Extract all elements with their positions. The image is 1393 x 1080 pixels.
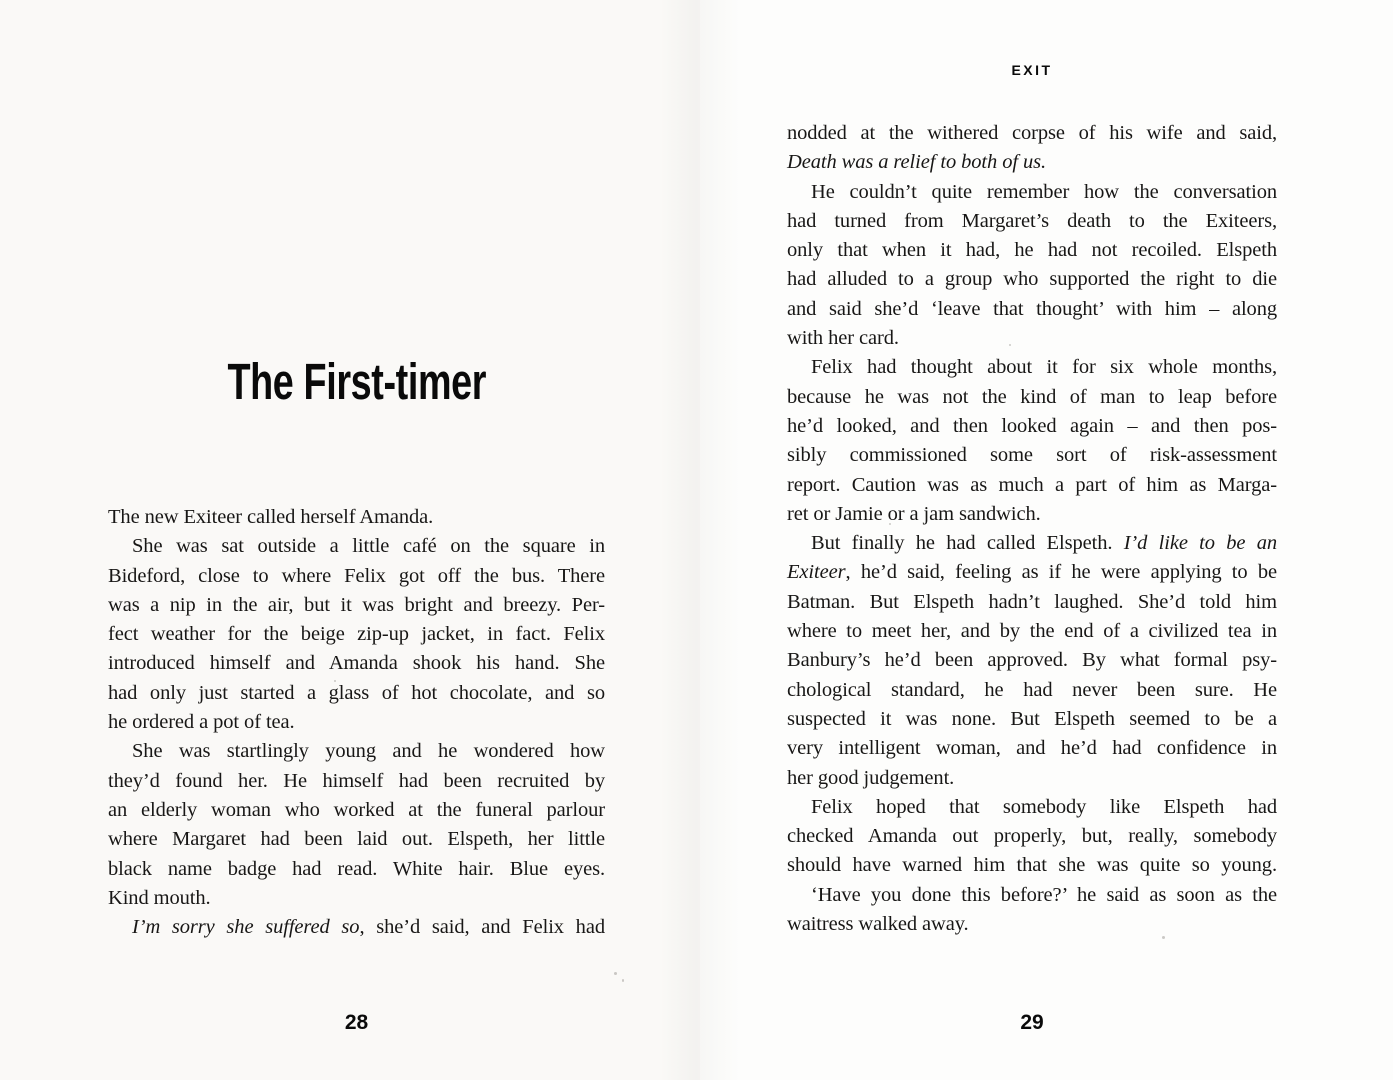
text-line <box>787 822 1277 851</box>
text-segment: had turned from Margaret’s death to the Exiteers, <box>787 209 1277 232</box>
text-line <box>787 617 1277 646</box>
text-segment: was a nip in the air, but it was bright and breezy. Per- <box>108 593 605 616</box>
text-line <box>787 793 1277 822</box>
text-line <box>108 503 605 532</box>
text-line <box>787 207 1277 236</box>
text-line <box>787 412 1277 441</box>
text-segment: Banbury’s he’d been approved. By what formal psy- <box>787 649 1277 672</box>
text-segment: only that when it had, he had not recoiled. Elspeth <box>787 239 1277 262</box>
text-segment: where to meet her, and by the end of a civilized tea in <box>787 620 1277 643</box>
scan-speck <box>1162 936 1165 939</box>
scan-speck <box>614 972 617 975</box>
text-line <box>787 383 1277 412</box>
text-line <box>787 851 1277 880</box>
text-segment: The new Exiteer called herself Amanda. <box>108 506 434 528</box>
text-line <box>787 646 1277 675</box>
text-line <box>108 679 605 708</box>
chapter-title-text: The First-timer <box>227 353 486 410</box>
text-segment: But finally he had called Elspeth. <box>811 532 1124 555</box>
left-page-body <box>108 503 605 942</box>
text-line <box>787 558 1277 587</box>
text-line <box>787 500 1277 529</box>
text-line <box>787 588 1277 617</box>
text-segment: suspected it was none. But Elspeth seemed to be a <box>787 707 1277 730</box>
text-line <box>108 532 605 561</box>
text-line <box>108 591 605 620</box>
text-line <box>787 119 1277 148</box>
text-segment: Kind mouth. <box>108 886 211 909</box>
italic-text-segment: I’d like to be an <box>1123 532 1277 555</box>
page-number-right: 29 <box>1020 1011 1044 1034</box>
text-segment: waitress walked away. <box>787 913 969 936</box>
text-line <box>787 676 1277 705</box>
scan-speck <box>1009 344 1011 346</box>
text-segment: should have warned him that she was quite so young. <box>787 854 1277 877</box>
text-line <box>787 265 1277 294</box>
text-segment: checked Amanda out properly, but, really, somebody <box>787 825 1277 848</box>
text-segment: nodded at the withered corpse of his wife and said, <box>787 122 1277 144</box>
text-segment: had alluded to a group who supported the right to die <box>787 268 1277 291</box>
text-line <box>787 471 1277 500</box>
text-segment: with her card. <box>787 327 899 350</box>
text-segment: had only just started a glass of hot chocolate, and so <box>108 681 605 704</box>
text-line <box>787 764 1277 793</box>
text-line <box>108 796 605 825</box>
text-line <box>108 913 605 942</box>
text-segment: Felix hoped that somebody like Elspeth had <box>811 795 1277 818</box>
text-line <box>787 734 1277 763</box>
text-line <box>787 705 1277 734</box>
left-page <box>108 0 605 1080</box>
text-segment: chological standard, he had never been sure. He <box>787 678 1277 701</box>
text-segment: because he was not the kind of man to leap before <box>787 385 1277 408</box>
scan-speck <box>622 979 624 982</box>
text-line <box>108 884 605 913</box>
page-number-left: 28 <box>344 1011 369 1034</box>
italic-text-segment: I’m sorry she suffered so <box>132 916 360 939</box>
text-segment: and said she’d ‘leave that thought’ with him – along <box>787 297 1277 320</box>
text-segment: She was startlingly young and he wondered how <box>132 740 605 763</box>
text-segment: where Margaret had been laid out. Elspeth, her little <box>108 828 605 851</box>
text-segment: report. Caution was as much a part of him as Marga- <box>787 473 1277 496</box>
italic-text-segment: Death was a relief to both of us. <box>787 151 1047 174</box>
text-line <box>108 825 605 854</box>
text-segment: fect weather for the beige zip-up jacket, in fact. Felix <box>108 623 605 646</box>
text-segment: introduced himself and Amanda shook his hand. She <box>108 652 605 675</box>
text-segment: Batman. But Elspeth hadn’t laughed. She’d told him <box>787 590 1277 613</box>
text-segment: ‘Have you done this before?’ he said as soon as the <box>811 883 1277 906</box>
text-line <box>108 767 605 796</box>
text-segment: Felix had thought about it for six whole months, <box>811 356 1277 379</box>
running-header: EXIT <box>1011 62 1053 78</box>
text-line <box>787 178 1277 207</box>
text-line <box>108 562 605 591</box>
text-segment: he’d looked, and then looked again – and then pos- <box>787 414 1277 437</box>
chapter-title <box>108 353 605 410</box>
text-line <box>787 324 1277 353</box>
text-line <box>787 881 1277 910</box>
text-segment: , she’d said, and Felix had <box>359 916 605 939</box>
right-page-body <box>787 119 1277 939</box>
text-segment: sibly commissioned some sort of risk-assessment <box>787 444 1277 467</box>
text-line <box>787 148 1277 177</box>
scan-speck <box>334 680 336 682</box>
text-segment: her good judgement. <box>787 766 955 789</box>
text-segment: ret or Jamie or a jam sandwich. <box>787 502 1041 525</box>
text-line <box>787 295 1277 324</box>
text-line <box>108 649 605 678</box>
text-segment: an elderly woman who worked at the funeral parlour <box>108 798 605 821</box>
scan-speck <box>889 523 891 525</box>
text-line <box>108 620 605 649</box>
text-line <box>108 855 605 884</box>
text-segment: very intelligent woman, and he’d had confidence in <box>787 737 1277 760</box>
text-segment: he ordered a pot of tea. <box>108 711 295 734</box>
text-segment: Bideford, close to where Felix got off the bus. There <box>108 564 605 587</box>
text-segment: , he’d said, feeling as if he were applying to be <box>845 561 1277 584</box>
text-segment: they’d found her. He himself had been recruited by <box>108 769 605 792</box>
text-line <box>787 353 1277 382</box>
text-segment: She was sat outside a little café on the square in <box>132 535 605 558</box>
text-line <box>787 441 1277 470</box>
page-gutter <box>660 0 740 1080</box>
text-line <box>108 737 605 766</box>
text-segment: He couldn’t quite remember how the conversation <box>811 180 1277 203</box>
italic-text-segment: Exiteer <box>787 561 846 584</box>
right-page <box>787 0 1277 1080</box>
text-segment: black name badge had read. White hair. Blue eyes. <box>108 857 605 880</box>
text-line <box>787 236 1277 265</box>
text-line <box>108 708 605 737</box>
text-line <box>787 910 1277 939</box>
text-line <box>787 529 1277 558</box>
